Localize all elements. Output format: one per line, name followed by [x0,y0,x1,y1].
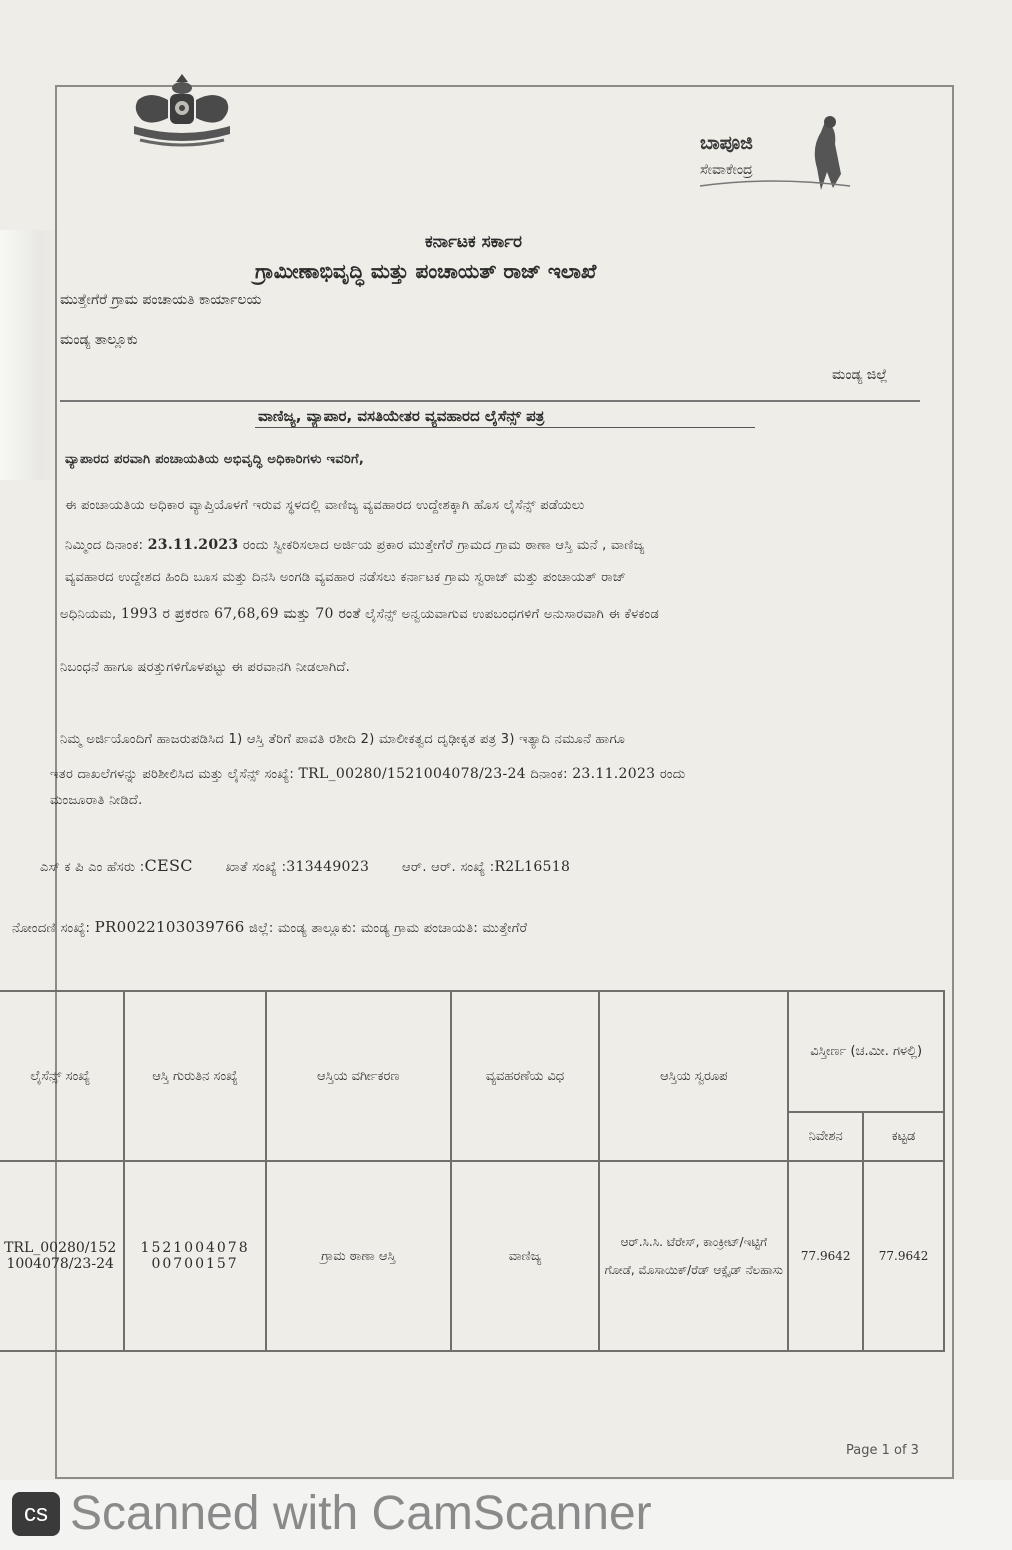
header-building: ಕಟ್ಟಡ [863,1112,944,1162]
application-date: 23.11.2023 [147,537,239,553]
para1-line6: ನಿಬಂಧನೆ ಹಾಗೂ ಷರತ್ತುಗಳಿಗೊಳಪಟ್ಟು ಈ ಪರವಾನಗಿ ನೀಡಲಾಗಿದೆ. [60,660,351,675]
taluk-name: ಮಂಡ್ಯ ತಾಲ್ಲೂಕು [60,332,138,348]
para1-line1: ವ್ಯಾಪಾರದ ಪರವಾಗಿ ಪಂಚಾಯತಿಯ ಅಭಿವೃದ್ಧಿ ಅಧಿಕಾರಿಗಳು ಇವರಿಗೆ, [65,452,365,467]
escom-row [40,856,570,875]
title-underline [255,427,755,428]
registration-row [12,918,527,936]
account-label: ಖಾತೆ ಸಂಖ್ಯೆ : [225,860,287,875]
district-name: ಮಂಡ್ಯ ಜಿಲ್ಲೆ [832,367,888,383]
para1-line5 [60,606,659,622]
para2-line3: ಮಂಜೂರಾತಿ ನೀಡಿದೆ. [50,793,143,808]
govt-name: ಕರ್ನಾಟಕ ಸರ್ಕಾರ [425,232,523,252]
para1-line5-rest: ಲೈಸೆನ್ಸ್ ಅನ್ವಯವಾಗುವ ಉಪಬಂಧಗಳಿಗೆ ಅನುಸಾರವಾಗಿ ಈ ಕೆಳಕಂಡ [365,607,660,622]
row-nature: ಆರ್.ಸಿ.ಸಿ. ಟೆರೇಸ್, ಕಾಂಕ್ರೀಟ್/ಇಟ್ಟಿಗೆ ಗೋಡೆ, ಮೊಸಾಯಿಕ್/ರೆಡ್ ಆಕ್ಸೈಡ್ ನೆಲಹಾಸು [599,1161,788,1351]
row-classification: ಗ್ರಾಮ ಠಾಣಾ ಆಸ್ತಿ [266,1161,451,1351]
account-value: 313449023 [286,859,370,875]
para1-date-label: ನಿಮ್ಮಿಂದ ದಿನಾಂಕ: [65,538,144,553]
location-details: ಜಿಲ್ಲೆ: ಮಂಡ್ಯ ತಾಲ್ಲೂಕು: ಮಂಡ್ಯ ಗ್ರಾಮ ಪಂಚಾಯತಿ: ಮುತ್ತೇಗೆರೆ [249,921,528,936]
escom-value: CESC [144,856,193,875]
header-nature: ಆಸ್ತಿಯ ಸ್ವರೂಪ [599,991,788,1161]
header-business-type: ವ್ಯವಹರಣೆಯ ವಿಧ [451,991,600,1161]
scan-shadow [0,230,60,480]
para1-line4: ವ್ಯವಹಾರದ ಉದ್ದೇಶದ ಹಿಂದಿ ಬೂಸ ಮತ್ತು ದಿನಸಿ ಅಂಗಡಿ ವ್ಯವಹಾರ ನಡೆಸಲು ಕರ್ನಾಟಕ ಗ್ರಾಮ ಸ್ವರಾಜ್ ಮತ್ತು ಪಂಚಾಯತ್ ರಾಜ್ [65,570,627,585]
bapuji-logo-subtitle: ಸೇವಾಕೇಂದ್ರ [700,162,753,178]
header-site: ನಿವೇಶನ [788,1112,863,1162]
camscanner-badge-icon: cs [12,1492,60,1536]
camscanner-watermark: Scanned with CamScanner [70,1487,652,1540]
para1-line2: ಈ ಪಂಚಾಯತಿಯ ಅಧಿಕಾರ ವ್ಯಾಪ್ತಿಯೊಳಗೆ ಇರುವ ಸ್ಥಳದಲ್ಲಿ ವಾಣಿಜ್ಯ ವ್ಯವಹಾರದ ಉದ್ದೇಶಕ್ಕಾಗಿ ಹೊಸ ಲೈಸೆನ್ಸ್ ಪಡೆಯಲು [65,498,585,513]
rr-value: R2L16518 [494,859,571,875]
row-business-type: ವಾಣಿಜ್ಯ [451,1161,600,1351]
header-area: ವಿಸ್ತೀರ್ಣ (ಚ.ಮೀ. ಗಳಲ್ಲಿ) [788,991,944,1112]
header-property-id: ಆಸ್ತಿ ಗುರುತಿನ ಸಂಖ್ಯೆ [124,991,265,1161]
para1-line3 [65,537,645,553]
license-table [0,990,945,1352]
registration-value: PR0022103039766 [94,918,245,936]
row-license-no: TRL_00280/1521004078/23-24 [0,1161,124,1351]
license-no-label: ಇತರ ದಾಖಲೆಗಳನ್ನು ಪರಿಶೀಲಿಸಿದ ಮತ್ತು ಲೈಸೆನ್ಸ್ ಸಂಖ್ಯೆ: [50,767,295,782]
table-row [0,1161,944,1351]
row-property-id: 1521004078 00700157 [124,1161,265,1351]
document-title: ವಾಣಿಜ್ಯ, ವ್ಯಾಪಾರ, ವಸತಿಯೇತರ ವ್ಯವಹಾರದ ಲೈಸೆನ್ಸ್ ಪತ್ರ [258,407,545,425]
act-label: ಅಧಿನಿಯಮ, [60,607,117,622]
para2-line1: ನಿಮ್ಮ ಅರ್ಜಿಯೊಂದಿಗೆ ಹಾಜರುಪಡಿಸಿದ 1) ಆಸ್ತಿ ತೆರಿಗೆ ಪಾವತಿ ರಶೀದಿ 2) ಮಾಲೀಕತ್ವದ ದೃಢೀಕೃತ ಪತ್ರ 3) ಇತ್ಯಾದಿ ನಮೂನೆ ಹಾಗೂ [60,732,626,747]
license-date: 23.11.2023 [572,766,656,782]
rr-label: ಆರ್. ಆರ್. ಸಂಖ್ಯೆ : [402,860,495,875]
header-license-no: ಲೈಸೆನ್ಸ್ ಸಂಖ್ಯೆ [0,991,124,1161]
department-name: ಗ್ರಾಮೀಣಾಭಿವೃದ್ಧಿ ಮತ್ತು ಪಂಚಾಯತ್ ರಾಜ್ ಇಲಾಖೆ [255,259,597,283]
row-building-area: 77.9642 [863,1161,944,1351]
para2-line2 [50,766,686,782]
para2-line2-end: ರಂದು [659,767,686,782]
header-divider [60,400,920,402]
license-number: TRL_00280/1521004078/23-24 [298,766,526,782]
registration-label: ನೋಂದಣಿ ಸಂಖ್ಯೆ: [12,921,91,936]
license-date-label: ದಿನಾಂಕ: [530,767,568,782]
page-number: Page 1 of 3 [846,1443,919,1458]
bapuji-logo-title: ಬಾಪೂಜಿ [700,132,753,154]
office-name: ಮುತ್ತೇಗೆರೆ ಗ್ರಾಮ ಪಂಚಾಯತಿ ಕಾರ್ಯಾಲಯ [60,292,262,308]
escom-label: ಎಸ್ ಕ ಪಿ ಎಂ ಹೆಸರು : [40,860,145,875]
act-sections: 1993 ರ ಪ್ರಕರಣ 67,68,69 ಮತ್ತು 70 ರಂತೆ [120,606,361,622]
header-classification: ಆಸ್ತಿಯ ವರ್ಗೀಕರಣ [266,991,451,1161]
bapuji-seva-kendra-logo [690,110,860,205]
scanner-footer [0,1480,1012,1550]
para1-line3-rest: ರಂದು ಸ್ವೀಕರಿಸಲಾದ ಅರ್ಜಿಯ ಪ್ರಕಾರ ಮುತ್ತೇಗೆರೆ ಗ್ರಾಮದ ಗ್ರಾಮ ಠಾಣಾ ಆಸ್ತಿ ಮನೆ , ವಾಣಿಜ್ಯ [242,538,645,553]
karnataka-emblem-icon [120,70,245,154]
row-site-area: 77.9642 [788,1161,863,1351]
